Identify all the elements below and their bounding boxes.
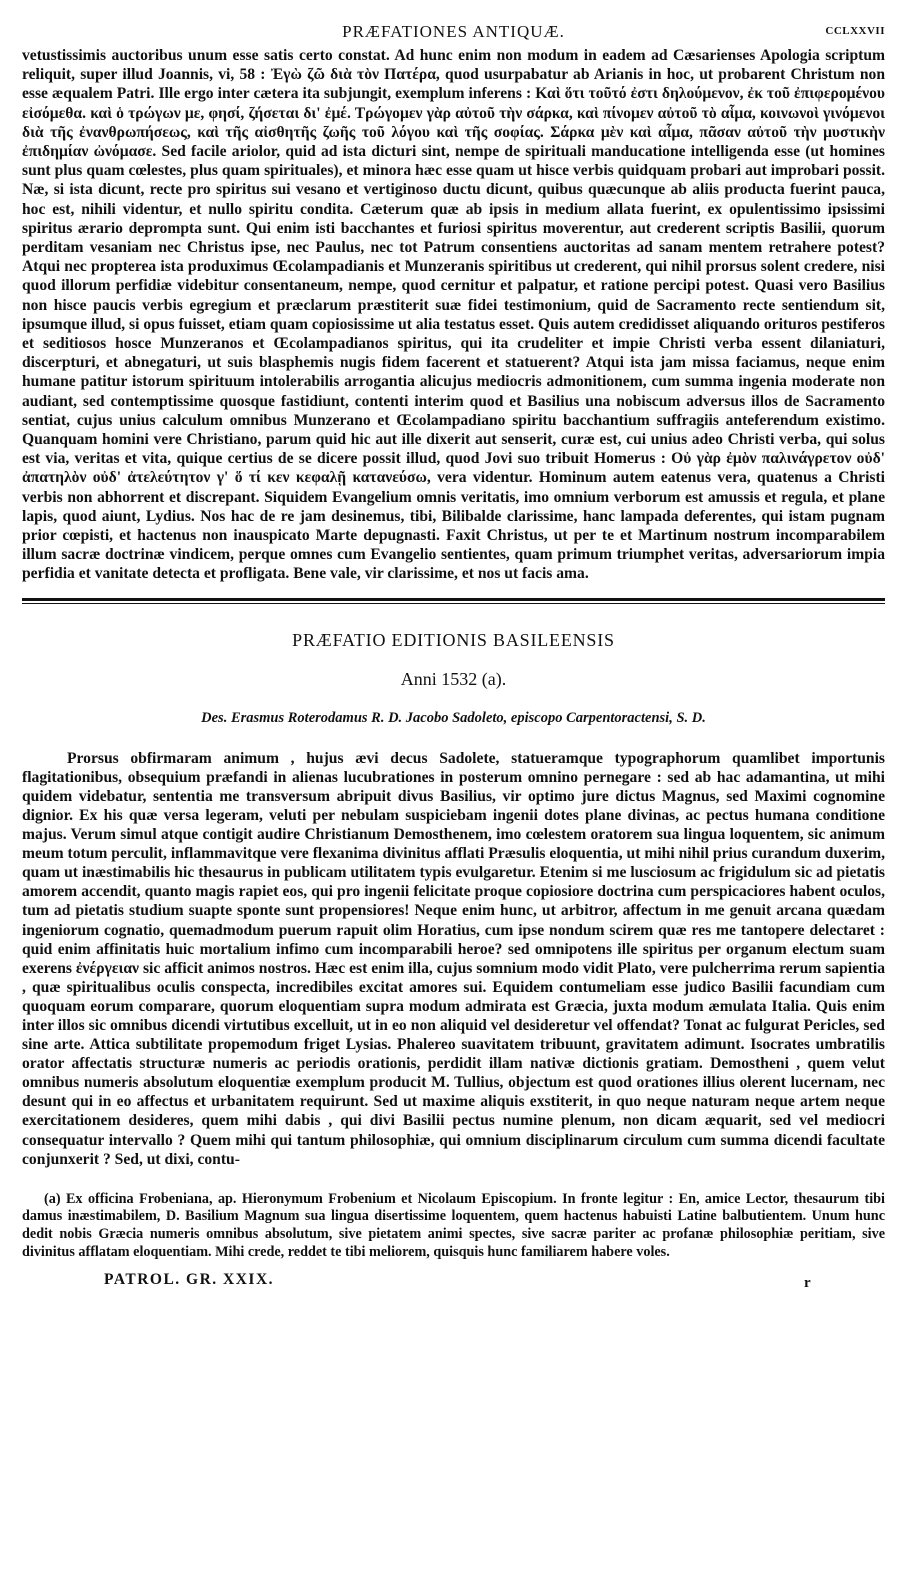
volume-signature: PATROL. GR. XXIX. xyxy=(104,1271,275,1289)
gathering-mark: r xyxy=(804,1275,811,1292)
footnote: (a) Ex officina Frobeniana, ap. Hieronymum Frobenium et Nicolaum Episcopium. In fronte legitur : En, amice Lector, thesaurum tibi damus inæstimabilem, D. Basilium Magnum sua lingua disertissime loquentem, quem hactenus habuisti Latine balbutientem. Unum hunc dedit nobis Græcia numeris omnibus absolutum, sive pietatem animi spectes, sive sacræ pariter ac profanæ philosophiæ peritiam, sive divinitus afflatam eloquentiam. Mihi crede, reddet te tibi meliorem, quisquis hunc familiarem habere voles. xyxy=(22,1190,885,1260)
section-divider xyxy=(22,598,885,604)
section-subtitle: Anni 1532 (a). xyxy=(400,668,507,689)
running-title: PRÆFATIONES ANTIQUÆ. xyxy=(342,22,565,41)
continued-text-paragraph: vetustissimis auctoribus unum esse satis certo constat. Ad hunc enim non modum in eadem ad Cæsarienses Apologia scriptum reliquit, super illud Joannis, vi, 58 : Ἐγὼ ζῶ διὰ τὸν Πατέρα, quod usurpabatur ab Arianis in hoc, ut probarent Christum non esse æqualem Patri. Ille ergo inter cætera ita subjungit, exemplum inferens : Καὶ ὅτι τοῦτό ἐστι δηλούμενον, ἐκ τοῦ ἐπιφερομένου εἰσόμεθα. καὶ ὁ τρώγων με, φησί, ζήσεται δι' ἐμέ. Τρώγομεν γὰρ αὐτοῦ τὴν σάρκα, καὶ πίνομεν αὐτοῦ τὸ αἷμα, κοινωνοὶ γινόμενοι διὰ τῆς ἐνανθρωπήσεως, καὶ τῆς αἰσθητῆς ζωῆς τοῦ λόγου καὶ τῆς σοφίας. Σάρκα μὲν καὶ αἷμα, πᾶσαν αὐτοῦ τὴν μυστικὴν ἐπιδημίαν ὠνόμασε. Sed facile ariolor, quid ad ista dicturi sint, nempe de spirituali manducatione intelligenda esse (ut homines sunt plus quam cœlestes, plus quam spirituales), et minora hæc esse quam ut hisce verbis quidquam probari aut improbari possit. Næ, si ista dicunt, recte pro spiritus sui vesano et vertiginoso ductu dicunt, quibus quæcunque ab aliis producta fuerint pauca, hoc est, nihili videntur, et nullo spiritu condita. Cæterum quæ ab ipsis in medium allata fuerint, ex opulentissimo ipsissimi spiritus ærario deprompta sunt. Qui enim isti bacchantes et furiosi spiritus moverentur, aut crederent scriptis Basilii, quorum perditam vesaniam nec Christus ipse, nec Paulus, nec tot Patrum consentiens auctoritas ad sanam mentem retrahere potest? Atqui nec propterea ista produximus Œcolampadianis et Munzeranis spiritibus ut crederent, qui nihil prorsus solent credere, nisi quod illorum perfidiæ videbitur consentaneum, nempe, quod cernitur et palpatur, et ratione percipi potest. Quasi vero Basilius non hisce paucis verbis egregium et præclarum præstiterit suæ fidei testimonium, quid de Sacramento recte sentiendum sit, ipsumque illud, si opus fuisset, etiam quam copiosissime ut alia testatus esset. Quis autem credidisset aliquando orituros pestiferos et seditiosos hosce Munzeranos et Œcolampadianos spiritus, qui ita crudeliter et impie Christi verba essent dilaniaturi, discerpturi, et abnegaturi, ut suis blasphemis nugis fidem facerent et statuerent? Atqui ista jam missa faciamus, neque enim humane patitur istorum spirituum intolerabilis arrogantia alicujus mediocris admonitionem, cum summa ingenia moderate non audiant, sed contemptissime quosque fastidiunt, contenti interim quod et Basilius una nobiscum adversus illos de Sacramento sentiat, cujus unius calculum omnibus Munzerano et Œcolampadiano spiritu bacchantium suffragiis anteferendum existimo. Quanquam homini vere Christiano, parum quid hic aut ille dixerit aut senserit, curæ est, cui unius adeo Christi verba, qui solus est via, veritas et vita, quique certius de se dicere possit illud, quod Jovi suo tribuit Homerus : Οὐ γὰρ ἐμὸν παλινάγρετον οὐδ' ἀπατηλὸν οὐδ' ἀτελεύτητον γ' ὅ τί κεν κεφαλῇ κατανεύσω, vera videntur. Hominum autem eatenus vera, quatenus a Christi verbis non abhorrent et discrepant. Siquidem Evangelium omnis veritatis, imo omnium verborum est amussis et regula, et plane lapis, quod aiunt, Lydius. Nos hac de re jam desinemus, tibi, Bilibalde clarissime, hanc lampada deferentes, qui istam pugnam prior cœpisti, et hactenus non inauspicato Marte depugnasti. Faxit Christus, ut per te et Martinum nostrum incomparabilem illum sacræ doctrinæ vindicem, perque omnes cum Evangelio sentientes, quam primum triumphet veritas, adversariorum impia perfidia et vanitate detecta et profligata. Bene vale, vir clarissime, et nos ut facis ama. xyxy=(22,47,885,583)
section-title: PRÆFATIO EDITIONIS BASILEENSIS xyxy=(292,629,615,650)
running-head xyxy=(22,20,885,46)
dedication-line: Des. Erasmus Roterodamus R. D. Jacobo Sadoleto, episcopo Carpentoractensi, S. D. xyxy=(201,709,706,726)
preface-body xyxy=(22,749,885,1169)
signature-line xyxy=(22,1267,885,1295)
divider-thin-rule xyxy=(22,603,885,604)
divider-thick-rule xyxy=(22,598,885,601)
preface-paragraph: Prorsus obfirmaram animum , hujus ævi decus Sadolete, statueramque typographorum quamlibet importunis flagitationibus, obsequium præfandi in alienas lucubrationes in posterum omnino pernegare : sed ab hac adamantina, ut mihi quidem videbatur, sententia me transversum abripuit divus Basilius, vir optimo jure dictus Magnus, sed Maximi cognomine dignior. Ex his quæ versa legeram, veluti per nebulam suspiciebam ingenii dotes plane divinas, ac pectus humana conditione majus. Verum simul atque contigit audire Christianum Demosthenem, imo cœlestem oratorem sua lingua loquentem, sic animum meum totum perculit, inflammavitque vere flexanima divinitus afflati Præsulis eloquentia, ut mihi nihil prius curandum duxerim, quam ut inæstimabilis hic thesaurus in publicam utilitatem typis evulgaretur. Etenim si me lusciosum ac frigidulum sic ad pietatis amorem accendit, quanto magis rapiet eos, qui pro ingenii felicitate proque copiosiore doctrina cum perspicaciores habent oculos, tum ad pietatis studium suapte sponte sunt propensiores! Neque enim hunc, ut arbitror, affectum in me genuit arcana quædam ingeniorum cognatio, quemadmodum puerum rapuit olim Horatius, cum ipse nondum scirem quæ res me tantopere delectaret : quid enim affinitatis huic mortalium infimo cum incomparabili heroe? sed omnipotens ille spiritus per organum electum suam exerens ἐνέργειαν sic afficit animos nostros. Hæc est enim illa, cujus somnium modo vidit Plato, vere pulcherrima rerum sapientia , quæ spiritualibus oculis conspecta, incredibiles excitat amores sui. Equidem contumeliam esse judico Basilii facundiam cum quoquam eorum comparare, quorum eloquentiam supra modum admirata est Græcia, juxta modum æmulata Italia. Quis enim inter illos sic omnibus dicendi virtutibus excelluit, ut in eo non aliquid vel desideretur vel offendat? Tonat ac fulgurat Pericles, sed sine arte. Attica subtilitate propemodum friget Lysias. Phalereo suavitatem tribuunt, gravitatem adimunt. Isocrates umbratilis orator affectatis structuræ numeris ac periodis orationis, perdidit illam nativæ dictionis gratiam. Demostheni , quem velut omnibus numeris absolutum eloquentiæ exemplum producit M. Tullius, objectum est quod orationes illius olerent lucernam, nec desunt qui in eo affectus et urbanitatem requirunt. Sed ut maxime aliquis exstiterit, in quo neque naturam neque artem neque exercitationem desideres, quem mihi dabis , qui divi Basilii pectus numine plenum, non dicam æquarit, sed vel mediocri consequatur intervallo ? Quem mihi qui tantum philosophiæ, qui omnium disciplinarum circulum cum summa dicendi facultate conjunxerit ? Sed, ut dixi, contu- xyxy=(22,749,885,1168)
page-number: CCLXXVII xyxy=(825,25,885,37)
